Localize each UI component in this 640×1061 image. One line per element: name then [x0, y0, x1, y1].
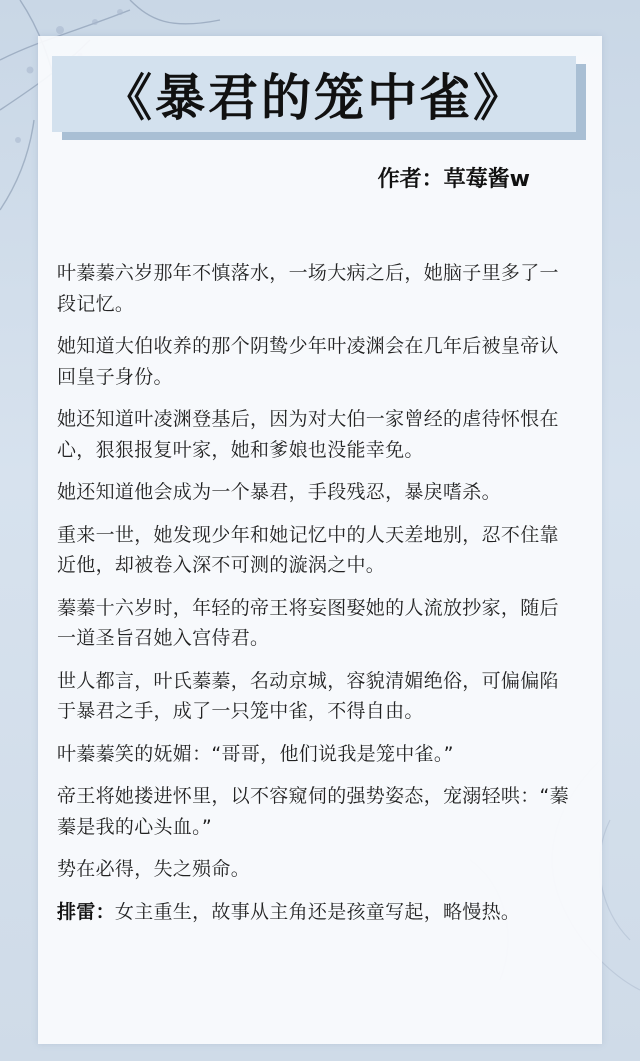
- synopsis-paragraph: 重来一世，她发现少年和她记忆中的人天差地别，忍不住靠近他，却被卷入深不可测的漩涡之中。: [57, 523, 559, 576]
- book-title: 《暴君的笼中雀》: [102, 69, 526, 127]
- author-line: 作者：草莓酱w: [377, 167, 530, 192]
- synopsis-paragraph: 她还知道他会成为一个暴君，手段残忍，暴戾嗜杀。: [57, 481, 501, 503]
- synopsis: [57, 258, 577, 939]
- synopsis-paragraph: 叶蓁蓁笑的妩媚：“哥哥，他们说我是笼中雀。”: [57, 742, 454, 765]
- title-banner: [52, 56, 576, 132]
- warning-paragraph: [57, 897, 577, 928]
- synopsis-paragraph: 蓁蓁十六岁时，年轻的帝王将妄图娶她的人流放抄家，随后一道圣旨召她入宫侍君。: [57, 596, 559, 649]
- synopsis-paragraph: 叶蓁蓁六岁那年不慎落水，一场大病之后，她脑子里多了一段记忆。: [57, 262, 559, 315]
- warning-text: 女主重生，故事从主角还是孩童写起，略慢热。: [114, 900, 521, 923]
- synopsis-paragraph: 她还知道叶凌渊登基后，因为对大伯一家曾经的虐待怀恨在心，狠狠报复叶家，她和爹娘也没能幸免。: [57, 408, 559, 461]
- warning-label: 排雷：: [57, 900, 115, 923]
- synopsis-paragraph: 她知道大伯收养的那个阴鸷少年叶凌渊会在几年后被皇帝认回皇子身份。: [57, 335, 559, 388]
- synopsis-paragraph: 世人都言，叶氏蓁蓁，名动京城，容貌清媚绝俗，可偏偏陷于暴君之手，成了一只笼中雀，不得自由。: [57, 669, 559, 722]
- synopsis-paragraph: 帝王将她搂进怀里，以不容窥伺的强势姿态，宠溺轻哄：“蓁蓁是我的心头血。”: [57, 785, 569, 838]
- synopsis-paragraph: 势在必得，失之殒命。: [57, 858, 251, 880]
